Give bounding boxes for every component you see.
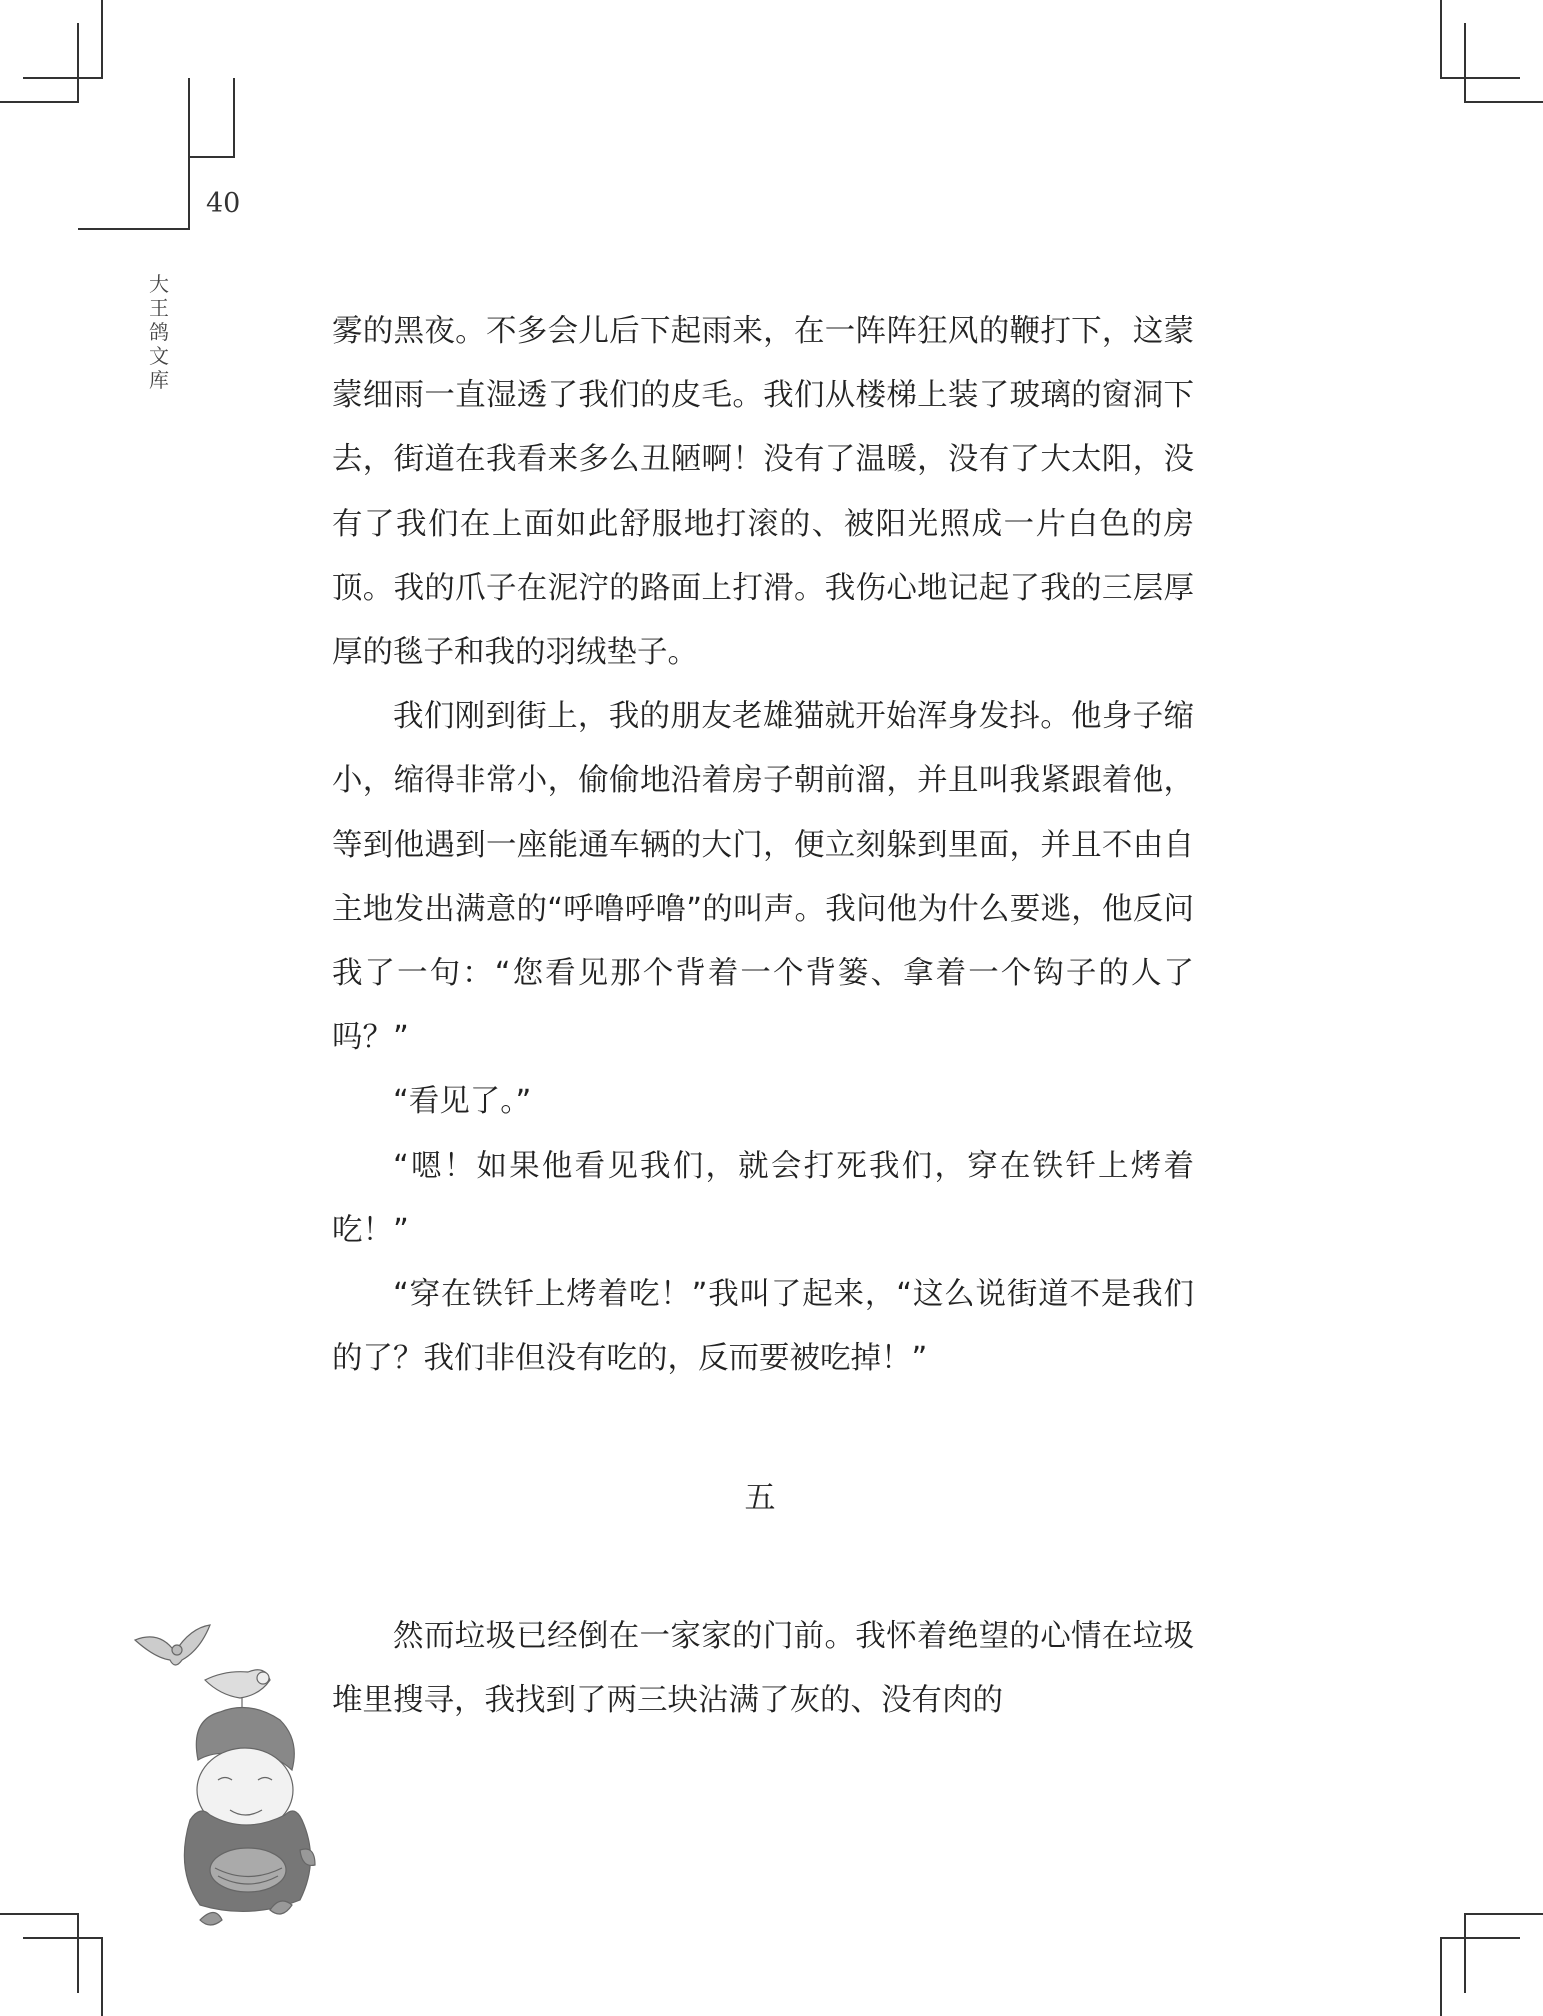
crop-mark bbox=[0, 101, 79, 103]
series-title-char: 大 bbox=[149, 272, 169, 296]
paragraph: “穿在铁钎上烤着吃！”我叫了起来，“这么说街道不是我们的了？我们非但没有吃的，反而要被吃掉！” bbox=[332, 1277, 1194, 1377]
crop-mark bbox=[1440, 0, 1442, 79]
crop-mark bbox=[101, 0, 103, 79]
crop-mark bbox=[1440, 77, 1520, 79]
series-title-char: 王 bbox=[149, 296, 169, 320]
paragraph: “嗯！如果他看见我们，就会打死我们，穿在铁钎上烤着吃！” bbox=[332, 1148, 1194, 1248]
crop-mark bbox=[1464, 1913, 1466, 1993]
crop-mark bbox=[23, 1937, 103, 1939]
header-rule bbox=[188, 78, 190, 230]
paragraph: 然而垃圾已经倒在一家家的门前。我怀着绝望的心情在垃圾堆里搜寻，我找到了两三块沾满了灰的、没有肉的 bbox=[332, 1619, 1194, 1719]
paragraph: 雾的黑夜。不多会儿后下起雨来，在一阵阵狂风的鞭打下，这蒙蒙细雨一直湿透了我们的皮毛。我们从楼梯上装了玻璃的窗洞下去，街道在我看来多么丑陋啊！没有了温暖，没有了大太阳，没有了我们在上面如此舒服地打滚的、被阳光照成一片白色的房顶。我的爪子在泥泞的路面上打滑。我伤心地记起了我的三层厚厚的毯子和我的羽绒垫子。 bbox=[332, 314, 1194, 671]
crop-mark bbox=[77, 1913, 79, 1993]
crop-mark bbox=[0, 1913, 79, 1915]
body-text bbox=[332, 1605, 1194, 1733]
crop-mark bbox=[1440, 1937, 1442, 2016]
paragraph: 我们刚到街上，我的朋友老雄猫就开始浑身发抖。他身子缩小，缩得非常小，偷偷地沿着房子朝前溜，并且叫我紧跟着他，等到他遇到一座能通车辆的大门，便立刻躲到里面，并且不由自主地发出满意的“呼噜呼噜”的叫声。我问他为什么要逃，他反问我了一句：“您看见那个背着一个背篓、拿着一个钩子的人了吗？” bbox=[332, 699, 1194, 1056]
paragraph: “看见了。” bbox=[393, 1084, 532, 1120]
page-number: 40 bbox=[206, 188, 241, 219]
series-title bbox=[147, 272, 171, 392]
series-title-char: 鸽 bbox=[149, 320, 169, 344]
crop-mark bbox=[1464, 101, 1543, 103]
crop-mark bbox=[1464, 23, 1466, 103]
crop-mark bbox=[101, 1937, 103, 2016]
header-rule bbox=[233, 78, 235, 158]
series-title-char: 文 bbox=[149, 344, 169, 368]
header-rule bbox=[188, 156, 235, 158]
header-rule bbox=[78, 228, 190, 230]
crop-mark bbox=[77, 23, 79, 103]
crop-mark bbox=[1464, 1913, 1543, 1915]
crop-mark bbox=[23, 77, 103, 79]
illustration bbox=[130, 1620, 360, 1940]
section-heading: 五 bbox=[744, 1480, 776, 1516]
body-text bbox=[332, 300, 1194, 1391]
series-title-char: 库 bbox=[149, 368, 169, 392]
bird-icon bbox=[135, 1625, 210, 1665]
crop-mark bbox=[1440, 1937, 1520, 1939]
